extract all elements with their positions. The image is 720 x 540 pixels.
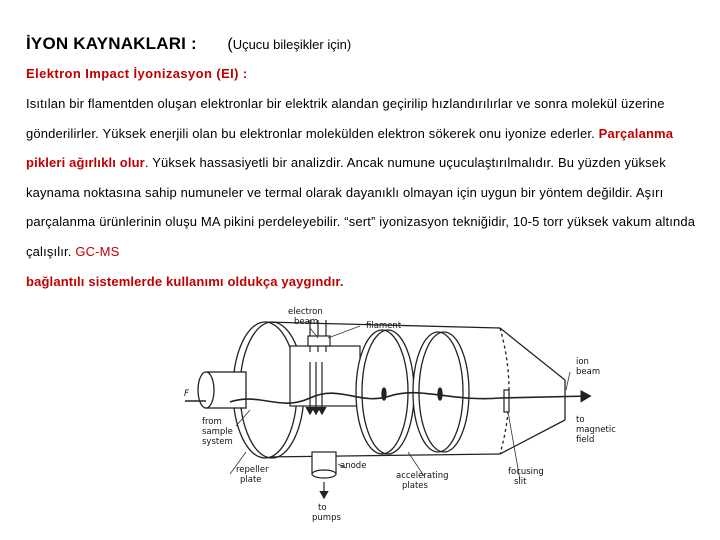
label-electron-beam-2: beam — [294, 317, 319, 327]
highlight-gcms: GC-MS — [75, 243, 120, 259]
label-to-magnetic-2: magnetic — [576, 425, 616, 435]
ion-source-diagram — [170, 302, 630, 540]
label-from-sample-1: from — [202, 417, 222, 427]
label-focusing-1: focusing — [508, 467, 544, 477]
ionization-chamber — [290, 320, 360, 414]
ion-source-svg — [170, 302, 630, 540]
label-electron-beam-1: electron — [288, 307, 323, 317]
label-ion-beam-1: ion — [576, 357, 589, 367]
label-to-magnetic-1: to — [576, 415, 585, 425]
label-from-sample-3: system — [202, 437, 233, 447]
paren-open: ( — [227, 36, 233, 53]
body-paragraph — [26, 89, 710, 296]
body-text-2: . Yüksek hassasiyetli bir analizdir. Ancak numune uçuculaştırılmalıdır. Bu yüzden yüksek kaynama noktasına sahip numuneler ve termal olarak dayanıklı olmayan için uygun bir yöntem değildir. Aşırı parçalanma ürünlerinin oluşu MA pikini perdeleyebilir. “sert” iyonizasyon tekniğidir, 10-5 torr yüksek vakum altında çalışılır. — [26, 155, 696, 259]
section-subtitle: Elektron Impact İyonizasyon (EI) : — [26, 66, 248, 81]
label-anode: anode — [340, 461, 367, 471]
label-repeller-1: repeller — [236, 465, 269, 475]
label-focusing-2: slit — [514, 477, 527, 487]
label-to-pumps-2: pumps — [312, 513, 341, 523]
label-f: F — [184, 389, 189, 399]
label-to-pumps-1: to — [318, 503, 327, 513]
body-text-1: Isıtılan bir flamentden oluşan elektronlar bir elektrik alandan geçirilip hızlandırılırlar ve sonra molekül üzerine gönderilirler. Yüksek enerjili olan bu elektronlar molekülden elektron sökerek onu iyonize ederler. — [26, 96, 665, 141]
label-accelerating-2: plates — [402, 481, 428, 491]
label-filament: filament — [366, 321, 402, 331]
paren-text: Uçucu bileşikler için) — [232, 37, 352, 52]
label-to-magnetic-3: field — [576, 435, 595, 445]
label-accelerating-1: accelerating — [396, 471, 449, 481]
highlight-usage: bağlantılı sistemlerde kullanımı oldukça yaygındır. — [26, 273, 344, 289]
title-parenthetical — [227, 36, 351, 53]
focusing-slit — [504, 390, 509, 412]
title-row — [26, 34, 351, 54]
pump-port — [312, 452, 336, 498]
highlight-fragmentation: Parçalanma pikleri ağırlıklı olur — [26, 125, 674, 171]
page-title: İYON KAYNAKLARI : — [26, 34, 197, 53]
label-from-sample-2: sample — [202, 427, 233, 437]
label-repeller-2: plate — [240, 475, 262, 485]
label-ion-beam-2: beam — [576, 367, 601, 377]
